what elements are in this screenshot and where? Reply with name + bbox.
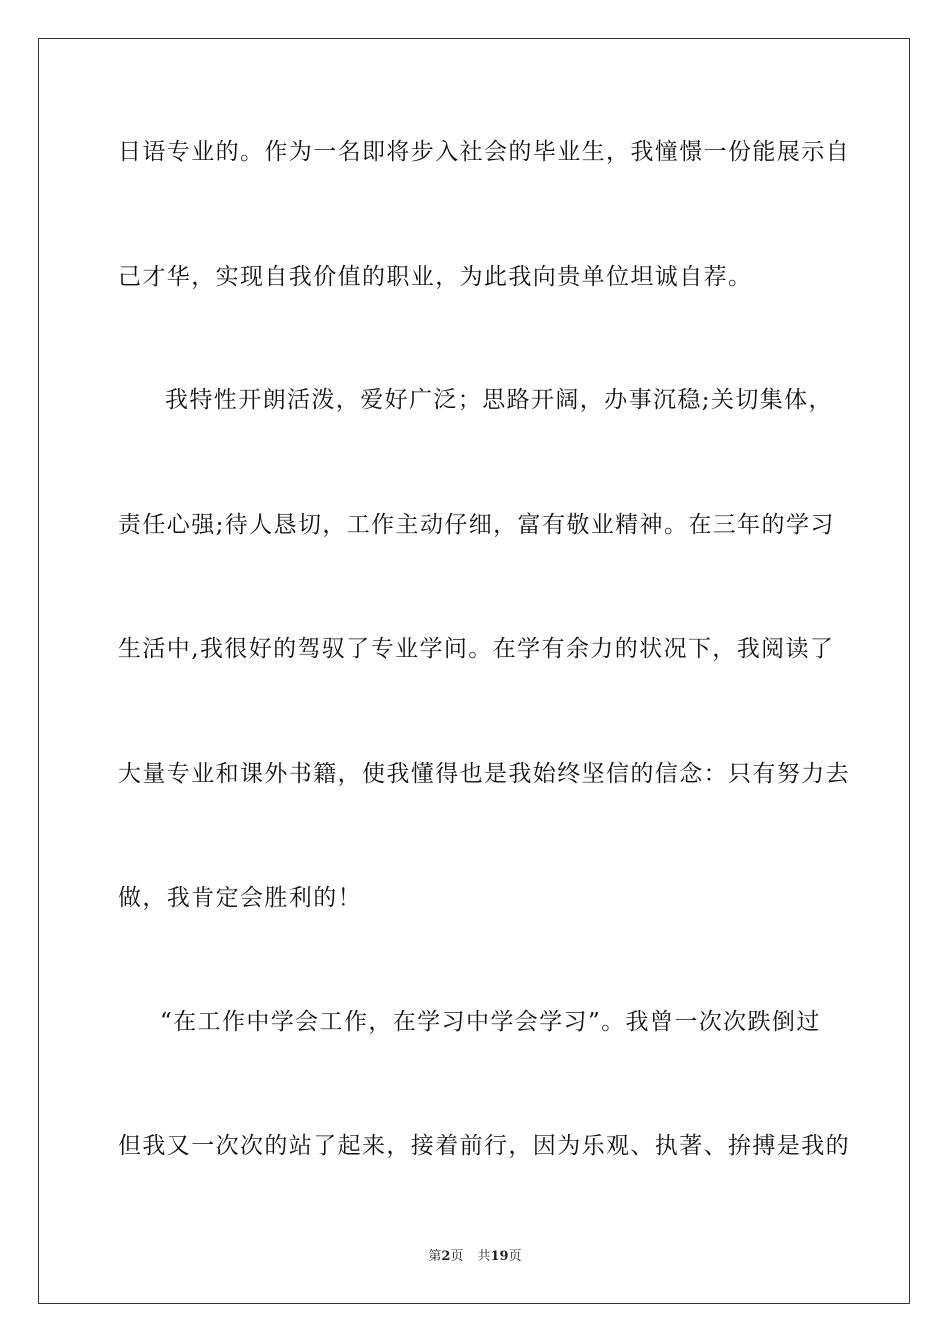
- body-text-line-7: 做，我肯定会胜利的！: [118, 885, 362, 911]
- page-footer: [0, 1248, 950, 1266]
- total-label-suffix: 页: [508, 1249, 522, 1264]
- body-text-line-3: 我特性开朗活泼，爱好广泛；思路开阔，办事沉稳;关切集体，: [165, 387, 833, 413]
- page-border: [38, 38, 910, 1304]
- page-label-suffix: 页: [450, 1249, 464, 1264]
- body-text-line-2: 己才华，实现自我价值的职业，为此我向贵单位坦诚自荐。: [118, 264, 753, 290]
- body-text-line-6: 大量专业和课外书籍，使我懂得也是我始终坚信的信念：只有努力去: [118, 761, 850, 787]
- page-label-prefix: 第: [428, 1249, 442, 1264]
- total-pages: 19: [490, 1249, 509, 1264]
- body-text-line-4: 责任心强;待人恳切，工作主动仔细，富有敬业精神。在三年的学习: [118, 512, 835, 538]
- total-label-prefix: 共: [477, 1249, 491, 1264]
- page-number: 2: [441, 1249, 451, 1264]
- body-text-line-9: 但我又一次次的站了起来，接着前行，因为乐观、执著、拚搏是我的: [118, 1133, 850, 1159]
- body-text-line-8: “在工作中学会工作，在学习中学会学习”。我曾一次次跌倒过: [160, 1009, 821, 1035]
- body-text-line-1: 日语专业的。作为一名即将步入社会的毕业生，我憧憬一份能展示自: [118, 139, 850, 165]
- body-text-line-5: 生活中,我很好的驾驭了专业学问。在学有余力的状况下，我阅读了: [118, 636, 835, 662]
